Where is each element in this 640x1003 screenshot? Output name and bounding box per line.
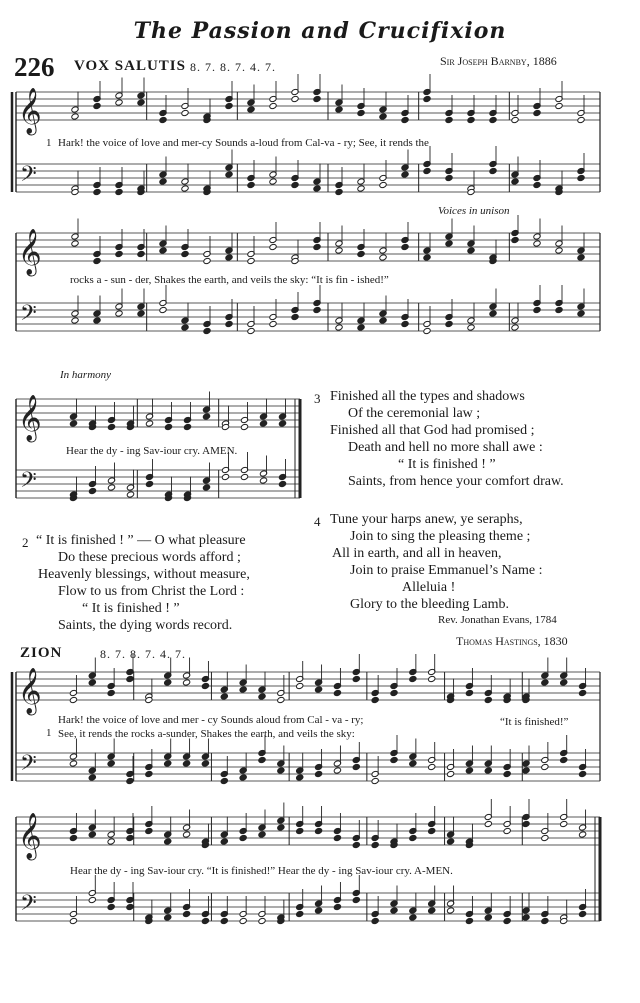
- note-head: [401, 320, 409, 327]
- note-head: [511, 236, 519, 243]
- note-head: [445, 320, 453, 327]
- note-head: [371, 841, 379, 848]
- verse-4-line-2: Join to sing the pleasing theme ;: [350, 529, 531, 544]
- note-head: [390, 689, 398, 696]
- note-head: [522, 914, 530, 921]
- note-head: [69, 696, 77, 703]
- note-head: [379, 254, 387, 261]
- note-head: [371, 696, 379, 703]
- note-head: [313, 306, 321, 313]
- note-head: [511, 178, 519, 185]
- note-head: [93, 257, 101, 264]
- note-head: [239, 834, 247, 841]
- note-head: [164, 760, 172, 767]
- note-head: [579, 770, 587, 777]
- verse-3-line-3: Finished all that God had promised ;: [330, 423, 535, 438]
- note-head: [258, 693, 266, 700]
- treble-clef: 𝄞: [18, 813, 42, 859]
- note-head: [579, 831, 587, 838]
- tune-name-zion: ZION: [20, 645, 63, 661]
- hymn-number: 226: [14, 52, 55, 82]
- lyric2-it-is-finished: “It is finished!”: [500, 716, 569, 728]
- note-head: [447, 838, 455, 845]
- note-head: [296, 910, 304, 917]
- note-head: [93, 188, 101, 195]
- note-head: [115, 250, 123, 257]
- note-head: [137, 250, 145, 257]
- note-head: [258, 917, 266, 924]
- note-head: [220, 693, 228, 700]
- note-head: [577, 116, 585, 123]
- note-head: [335, 324, 343, 331]
- note-head: [291, 95, 299, 102]
- note-head: [390, 756, 398, 763]
- treble-clef: 𝄞: [18, 668, 42, 714]
- note-head: [428, 763, 436, 770]
- note-head: [445, 240, 453, 247]
- note-head: [247, 181, 255, 188]
- note-head: [379, 113, 387, 120]
- note-head: [181, 185, 189, 192]
- note-head: [352, 841, 360, 848]
- note-head: [71, 240, 79, 247]
- note-head: [484, 820, 492, 827]
- bass-clef: 𝄢: [20, 891, 37, 921]
- composer-barnby: Sir Joseph Barnby, 1886: [440, 54, 557, 68]
- tune-name-vox-salutis: VOX SALUTIS: [74, 58, 186, 74]
- note-head: [203, 257, 211, 264]
- note-head: [183, 831, 191, 838]
- note-head: [296, 827, 304, 834]
- composer-hastings: Thomas Hastings, 1830: [456, 634, 568, 648]
- note-head: [423, 327, 431, 334]
- note-head: [533, 109, 541, 116]
- note-head: [447, 770, 455, 777]
- note-head: [533, 181, 541, 188]
- note-head: [240, 473, 248, 480]
- annotation-in-harmony: In harmony: [60, 369, 112, 381]
- note-head: [93, 317, 101, 324]
- verse-2-line-3: Heavenly blessings, without measure,: [38, 567, 250, 582]
- note-head: [296, 774, 304, 781]
- bass-clef: 𝄢: [20, 751, 37, 781]
- note-head: [467, 116, 475, 123]
- note-head: [333, 767, 341, 774]
- note-head: [269, 243, 277, 250]
- note-head: [315, 686, 323, 693]
- note-head: [88, 896, 96, 903]
- note-head: [277, 696, 285, 703]
- note-head: [313, 95, 321, 102]
- note-head: [220, 777, 228, 784]
- lyric2-line-1a: Hark! the voice of love and mer - cy Sounds aloud from Cal - va - ry;: [58, 714, 364, 726]
- note-head: [467, 324, 475, 331]
- note-head: [183, 423, 191, 430]
- note-head: [313, 185, 321, 192]
- note-head: [577, 310, 585, 317]
- note-head: [107, 903, 115, 910]
- annotation-voices-unison: Voices in unison: [438, 205, 510, 217]
- note-head: [137, 99, 145, 106]
- note-head: [357, 109, 365, 116]
- note-head: [533, 240, 541, 247]
- note-head: [220, 838, 228, 845]
- note-head: [159, 247, 167, 254]
- note-head: [555, 247, 563, 254]
- note-head: [88, 774, 96, 781]
- note-head: [390, 907, 398, 914]
- note-head: [225, 171, 233, 178]
- note-head: [107, 423, 115, 430]
- text-author: Rev. Jonathan Evans, 1784: [438, 614, 557, 626]
- note-head: [577, 174, 585, 181]
- note-head: [115, 99, 123, 106]
- note-head: [115, 188, 123, 195]
- note-head: [145, 827, 153, 834]
- verse-2-line-5: “ It is finished ! ”: [82, 601, 180, 616]
- note-head: [145, 420, 153, 427]
- verse-3-line-6: Saints, from hence your comfort draw.: [348, 474, 564, 489]
- note-head: [258, 831, 266, 838]
- note-head: [511, 324, 519, 331]
- verse-4-line-6: Glory to the bleeding Lamb.: [350, 597, 510, 612]
- lyric2-line-2: Hear the dy - ing Sav-iour cry. “It is finished!” Hear the dy - ing Sav-iour cry. A-MEN.: [70, 865, 453, 877]
- note-head: [522, 767, 530, 774]
- verse-2-number: 2: [22, 535, 29, 550]
- note-head: [313, 243, 321, 250]
- verse-4-line-3: All in earth, and all in heaven,: [332, 546, 502, 561]
- note-head: [221, 473, 229, 480]
- note-head: [379, 181, 387, 188]
- verse-2-line-1: “ It is finished ! ” — O what pleasure: [36, 533, 246, 548]
- note-head: [291, 181, 299, 188]
- note-head: [107, 689, 115, 696]
- note-head: [220, 917, 228, 924]
- note-head: [71, 317, 79, 324]
- note-head: [145, 770, 153, 777]
- note-head: [164, 838, 172, 845]
- note-head: [259, 420, 267, 427]
- note-head: [202, 413, 210, 420]
- verse-2-line-2: Do these precious words afford ;: [58, 550, 241, 565]
- note-head: [202, 484, 210, 491]
- note-head: [126, 675, 134, 682]
- note-head: [93, 102, 101, 109]
- note-head: [423, 167, 431, 174]
- section-title: The Passion and Crucifixion: [133, 18, 507, 44]
- note-head: [69, 917, 77, 924]
- note-head: [181, 250, 189, 257]
- note-head: [159, 306, 167, 313]
- note-head: [239, 774, 247, 781]
- note-head: [503, 827, 511, 834]
- note-head: [296, 682, 304, 689]
- note-head: [503, 917, 511, 924]
- note-head: [484, 767, 492, 774]
- note-head: [269, 320, 277, 327]
- note-head: [126, 491, 134, 498]
- note-head: [107, 484, 115, 491]
- note-head: [107, 838, 115, 845]
- lyric-line-1: Hark! the voice of love and mer-cy Sounds a-loud from Cal-va - ry; See, it rends the: [58, 137, 429, 149]
- note-head: [401, 116, 409, 123]
- note-head: [277, 767, 285, 774]
- note-head: [352, 896, 360, 903]
- note-head: [445, 116, 453, 123]
- note-head: [291, 313, 299, 320]
- bass-clef: 𝄢: [20, 468, 37, 498]
- lyric2-verse-number: 1: [46, 727, 52, 739]
- note-head: [181, 109, 189, 116]
- note-head: [269, 178, 277, 185]
- note-head: [69, 420, 77, 427]
- note-head: [335, 188, 343, 195]
- note-head: [489, 310, 497, 317]
- note-head: [579, 910, 587, 917]
- note-head: [333, 903, 341, 910]
- note-head: [541, 763, 549, 770]
- verse-2-line-6: Saints, the dying words record.: [58, 618, 233, 633]
- note-head: [465, 917, 473, 924]
- note-head: [240, 423, 248, 430]
- note-head: [201, 917, 209, 924]
- treble-clef: 𝄞: [18, 395, 42, 441]
- note-head: [278, 420, 286, 427]
- note-head: [183, 910, 191, 917]
- note-head: [335, 247, 343, 254]
- bass-clef: 𝄢: [20, 162, 37, 192]
- note-head: [428, 907, 436, 914]
- treble-clef: 𝄞: [18, 229, 42, 275]
- note-head: [159, 116, 167, 123]
- note-head: [181, 324, 189, 331]
- note-head: [503, 770, 511, 777]
- note-head: [225, 320, 233, 327]
- note-head: [335, 106, 343, 113]
- note-head: [541, 834, 549, 841]
- note-head: [201, 760, 209, 767]
- note-head: [484, 914, 492, 921]
- note-head: [541, 917, 549, 924]
- note-head: [467, 247, 475, 254]
- note-head: [88, 679, 96, 686]
- meter-vox-salutis: 8. 7. 8. 7. 4. 7.: [190, 60, 276, 74]
- note-head: [247, 106, 255, 113]
- verse-3-line-5: “ It is finished ! ”: [398, 457, 496, 472]
- note-head: [259, 477, 267, 484]
- note-head: [183, 679, 191, 686]
- note-head: [577, 254, 585, 261]
- note-head: [484, 696, 492, 703]
- note-head: [357, 185, 365, 192]
- note-head: [277, 824, 285, 831]
- note-head: [69, 834, 77, 841]
- note-head: [533, 306, 541, 313]
- note-head: [555, 102, 563, 109]
- note-head: [126, 777, 134, 784]
- note-head: [137, 310, 145, 317]
- note-head: [278, 480, 286, 487]
- note-head: [239, 686, 247, 693]
- note-head: [401, 243, 409, 250]
- note-head: [269, 102, 277, 109]
- note-head: [69, 760, 77, 767]
- note-head: [258, 756, 266, 763]
- note-head: [357, 250, 365, 257]
- note-head: [225, 254, 233, 261]
- note-head: [164, 679, 172, 686]
- note-head: [465, 767, 473, 774]
- note-head: [315, 907, 323, 914]
- note-head: [107, 760, 115, 767]
- note-head: [560, 756, 568, 763]
- note-head: [315, 770, 323, 777]
- note-head: [126, 903, 134, 910]
- verse-4-number: 4: [314, 514, 321, 529]
- note-head: [423, 254, 431, 261]
- note-head: [357, 324, 365, 331]
- verse-3-number: 3: [314, 391, 321, 406]
- note-head: [145, 480, 153, 487]
- note-head: [315, 827, 323, 834]
- note-head: [465, 689, 473, 696]
- bass-clef: 𝄢: [20, 301, 37, 331]
- note-head: [447, 907, 455, 914]
- note-head: [247, 327, 255, 334]
- verse-3-line-2: Of the ceremonial law ;: [348, 406, 481, 421]
- note-head: [560, 820, 568, 827]
- note-head: [203, 327, 211, 334]
- note-head: [371, 917, 379, 924]
- note-head: [159, 178, 167, 185]
- note-head: [423, 95, 431, 102]
- note-head: [126, 834, 134, 841]
- note-head: [409, 675, 417, 682]
- lyric-line-2: rocks a - sun - der, Shakes the earth, and veils the sky: “It is fin - ished!”: [70, 274, 389, 286]
- note-head: [555, 306, 563, 313]
- note-head: [409, 914, 417, 921]
- note-head: [201, 682, 209, 689]
- note-head: [409, 760, 417, 767]
- note-head: [409, 834, 417, 841]
- note-head: [115, 310, 123, 317]
- note-head: [401, 171, 409, 178]
- note-head: [579, 689, 587, 696]
- note-head: [164, 423, 172, 430]
- note-head: [489, 167, 497, 174]
- lyric-verse-number: 1: [46, 137, 52, 149]
- note-head: [333, 689, 341, 696]
- note-head: [371, 777, 379, 784]
- verse-4-line-4: Join to praise Emmanuel’s Name :: [350, 563, 543, 578]
- note-head: [352, 675, 360, 682]
- note-head: [489, 116, 497, 123]
- note-head: [333, 834, 341, 841]
- verse-4-line-5: Alleluia !: [402, 580, 456, 595]
- verse-3-line-1: Finished all the types and shadows: [330, 389, 525, 404]
- note-head: [239, 917, 247, 924]
- note-head: [428, 827, 436, 834]
- lyric-line-3: Hear the dy - ing Sav-iour cry. AMEN.: [66, 445, 238, 457]
- note-head: [352, 763, 360, 770]
- verse-3-line-4: Death and hell no more shall awe :: [348, 440, 543, 455]
- note-head: [183, 760, 191, 767]
- note-head: [428, 675, 436, 682]
- note-head: [511, 116, 519, 123]
- note-head: [541, 679, 549, 686]
- note-head: [225, 102, 233, 109]
- verse-4-line-1: Tune your harps anew, ye seraphs,: [330, 512, 523, 527]
- meter-zion: 8. 7. 8. 7. 4. 7.: [100, 647, 186, 661]
- note-head: [379, 317, 387, 324]
- note-head: [522, 820, 530, 827]
- note-head: [164, 914, 172, 921]
- note-head: [445, 174, 453, 181]
- note-head: [88, 831, 96, 838]
- treble-clef: 𝄞: [18, 88, 42, 134]
- verse-2-line-4: Flow to us from Christ the Lord :: [58, 584, 245, 599]
- note-head: [71, 113, 79, 120]
- note-head: [247, 257, 255, 264]
- note-head: [560, 679, 568, 686]
- lyric2-line-1b: See, it rends the rocks a-sunder, Shakes the earth, and veils the sky:: [58, 728, 355, 740]
- note-head: [88, 487, 96, 494]
